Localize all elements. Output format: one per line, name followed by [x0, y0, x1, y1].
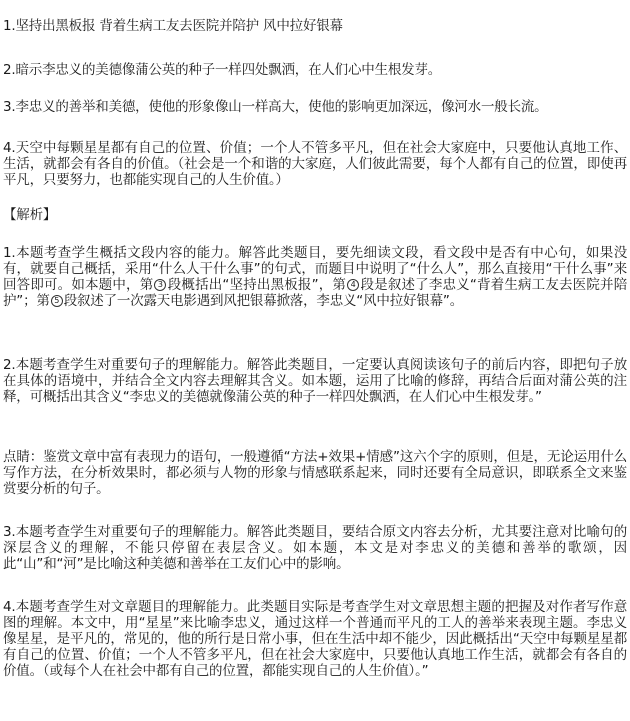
answer-2: 2.暗示李忠义的美德像蒲公英的种子一样四处飘洒，在人们心中生根发芽。: [3, 62, 442, 78]
analysis-tip: 点睛：鉴赏文章中富有表现力的语句，一般遵循“方法+效果+情感”这六个字的原则，但是，无论运用什么写作方法，在分析效果时，都必须与人物的形象与情感联系起来，同时还要有全局意识，即联系全文来鉴赏要分析的句子。: [3, 449, 627, 497]
analysis-1-text-c: 段是叙述了李忠义“背着生病工友去医院并陪护”；第: [3, 277, 627, 309]
analysis-3: 3.本题考查学生对重要句子的理解能力。解答此类题目，要结合原文内容去分析，尤其要注意对比喻句的深层含义的理解，不能只停留在表层含义。如本题，本文是对李忠义的美德和善举的歌颂，因此“山”和“河”是比喻这种美德和善举在工友们心中的影响。: [3, 524, 627, 572]
analysis-1-text-a: 1.本题考查学生概括文段内容的能力。解答此类题目，要先细读文段，看文段中是否有中心句，如果没有，就要自己概括，采用“什么人干什么事”的句式，而题目中说明了“什么人”，那么直接用“干什么事”来回答即可。如本题中，第: [3, 245, 627, 293]
answer-3: 3.李忠义的善举和美德，使他的形象像山一样高大，使他的影响更加深远，像河水一般长流。: [3, 99, 548, 115]
analysis-1-text-d: 段叙述了一次露天电影遇到风把银幕掀落，李忠义“风中拉好银幕”。: [63, 293, 463, 309]
circled-number-5: 5: [51, 295, 63, 307]
circled-number-3: 3: [154, 279, 166, 291]
analysis-2: 2.本题考查学生对重要句子的理解能力。解答此类题目，一定要认真阅读该句子的前后内容，即把句子放在具体的语境中，并结合全文内容去理解其含义。如本题，运用了比喻的修辞，再结合后面对蒲公英的注释，可概括出其含义“李忠义的美德就像蒲公英的种子一样四处飘洒，在人们心中生根发芽。”: [3, 357, 627, 405]
answer-1: 1.坚持出黑板报 背着生病工友去医院并陪护 风中拉好银幕: [3, 18, 343, 34]
circled-number-4: 4: [347, 279, 359, 291]
answer-4: 4.天空中每颗星星都有自己的位置、价值；一个人不管多平凡，但在社会大家庭中，只要他认真地工作、生活，就都会有各自的价值。（社会是一个和谐的大家庭，人们彼此需要，每个人都有自己的位置，即使再平凡，只要努力，也都能实现自己的人生价值。）: [3, 140, 627, 188]
analysis-heading: 【解析】: [3, 207, 57, 223]
analysis-4: 4.本题考查学生对文章题目的理解能力。此类题目实际是考查学生对文章思想主题的把握及对作者写作意图的理解。本文中，用“星星”来比喻李忠义，通过这样一个普通而平凡的工人的善举来表现主题。李忠义像星星，是平凡的，常见的，他的所行是日常小事，但在生活中却不能少，因此概括出“天空中每颗星星都有自己的位置、价值；一个人不管多平凡，但在社会大家庭中，只要他认真地工作生活，就都会有各自的价值。（或每个人在社会中都有自己的位置，都能实现自己的人生价值）。”: [3, 599, 627, 679]
analysis-1: [3, 245, 627, 309]
analysis-1-text-b: 段概括出“坚持出黑板报”，第: [167, 277, 347, 293]
